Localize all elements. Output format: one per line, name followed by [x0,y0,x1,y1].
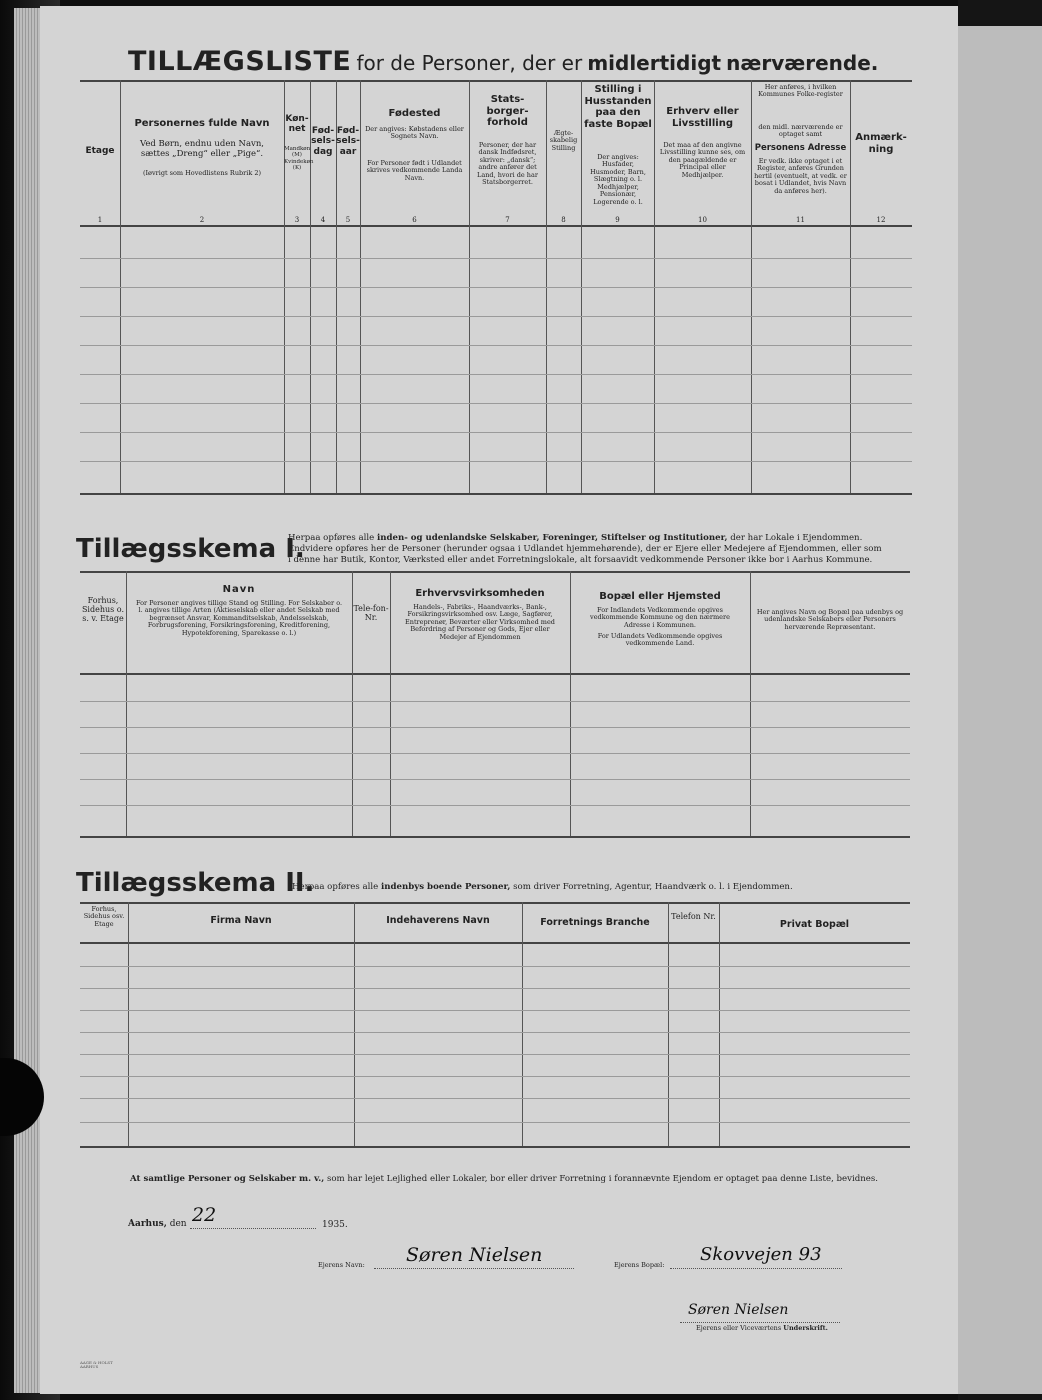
col-anmaerkning-head: Anmærk-ning [855,132,907,155]
year-label: 1935. [322,1220,348,1230]
col-navn-head: Personernes fulde Navn [134,118,270,129]
signature-handwritten: Søren Nielsen [688,1302,789,1318]
skema1-col-etage: Forhus, Sidehus o. s. v. Etage [81,596,125,624]
skema1-intro-line3: i denne har Butik, Kontor, Værksted eller andet Forretningslokale, alt forsaavidt vedkommende Personer ikke bor i Aarhus Kommune. [288,555,873,566]
list-title [128,46,928,77]
owner-name-handwritten: Søren Nielsen [406,1244,543,1266]
date-handwritten: 22 [192,1204,217,1226]
col-erhverv-head: Erhverv eller Livsstilling [666,106,739,129]
skema2-intro-1: Herpaa opføres alle [292,882,379,892]
col-navn-note2: (Iøvrigt som Hovedlistens Rubrik 2) [142,169,262,177]
date-dotted-line [190,1228,316,1229]
col-etage-head: Etage [85,146,115,156]
form-page [40,6,958,1394]
skema1-intro-line2: Endvidere opføres her de Personer (herunder ogsaa i Udlandet hjemmehørende), der er Ejere eller Medejere af Ejendommen, eller som [288,544,882,555]
skema1-col-navn-note: For Personer angives tillige Stand og Stilling. For Selskaber o. l. angives tillige Arten (Aktieselskab eller andet Selskab med begrænset Ansvar, Kommanditselskab, Andelsselskab, Forbrugsforening, Forsikringsforening, Kreditforening, Hypotekforening, Sparekasse o. l.) [135,599,343,637]
list-title-for: for de Personer, der er [356,51,583,75]
owner-address-handwritten: Skovvejen 93 [700,1244,822,1265]
col-num-4: 4 [320,216,326,224]
skema1-intro-2: der har Lokale i Ejendommen. [730,533,863,543]
owner-name-line [374,1268,574,1269]
skema1-intro [288,533,918,567]
col-kon-head: Køn-net [285,114,309,135]
col-statsborger-head: Stats-borger-forhold [486,94,529,128]
skema2-title: Tillægsskema II. [76,868,315,898]
col-num-5: 5 [345,216,351,224]
col-kon-note: Mandkøn (M) Kvindekøn (K) [284,146,314,171]
col-adresse-note: Er vedk. ikke optaget i et Register, anføres Grunden hertil (eventuelt, at vedk. er bosat i Udlandet, hvis Navn da anføres her). [754,157,847,195]
col-num-2: 2 [199,216,205,224]
col-num-8: 8 [561,216,566,224]
col-num-10: 10 [698,216,707,224]
list-title-mid: midlertidigt [587,51,722,75]
declaration [130,1174,920,1184]
col-fodselsdag-head: Fød-sels-dag [311,126,335,157]
list-title-bold: TILLÆGSLISTE [128,46,352,77]
col-adresse-mid: den midl. nærværende er optaget samt [758,123,843,139]
skema2-col-indehaver: Indehaverens Navn [386,915,490,926]
facing-page-edge [945,26,1042,1394]
signature-line [680,1322,840,1323]
skema1-title: Tillægsskema I. [76,534,305,564]
col-num-11: 11 [796,216,805,224]
col-stilling-head: Stilling i Husstanden paa den faste Bopæl [584,84,652,130]
list-title-end: nærværende. [726,51,879,75]
col-aegteskab-head: Ægte-skabelig Stilling [549,129,578,152]
col-adresse-pre-text: Her anføres, i hvilken Kommunes Folke-register [758,83,843,99]
skema1-col-bopael-note2: For Udlandets Vedkommende opgives vedkommende Land. [597,632,723,648]
skema1-col-erhverv-head: Erhvervsvirksomheden [415,588,545,599]
col-fodested-note: Der angives: Købstadens eller Sognets Navn. [365,125,464,141]
col-fodested-head: Fødested [388,108,441,119]
signature-label-2: Underskrift. [783,1324,828,1332]
skema1-col-erhverv-note: Handels-, Fabriks-, Haandværks-, Bank-, Forsikringsvirksomhed osv. Læge, Sagfører, Entreprenør, Beværter eller Virksomhed med Befordring af Personer og Gods, Ejer eller Medejer af Ejendommen [405,603,555,641]
col-num-3: 3 [294,216,300,224]
skema2-intro-bold: indenbys boende Personer, [380,882,511,892]
signature-label [696,1324,828,1332]
col-navn-note: Ved Børn, endnu uden Navn, sættes „Dreng“ eller „Pige“. [139,139,265,159]
col-num-12: 12 [876,216,886,224]
signature-label-1: Ejerens eller Viceværtens [696,1324,782,1332]
skema2-col-telefon: Telefon Nr. [671,912,716,921]
col-adresse-pre [752,84,849,99]
declaration-bold: At samtlige Personer og Selskaber m. v., [130,1174,325,1184]
skema2-col-etage: Forhus, Sidehus osv. Etage [83,905,125,928]
col-adresse-head: Personens Adresse [754,143,847,153]
col-num-9: 9 [615,216,620,224]
owner-address-label: Ejerens Bopæl: [614,1261,665,1269]
skema1-intro-bold: inden- og udenlandske Selskaber, Foreninger, Stiftelser og Institutioner, [376,533,728,543]
skema2-col-branche: Forretnings Branche [540,917,650,928]
col-fodested-note2: For Personer født i Udlandet skrives vedkommende Landa Navn. [366,159,463,182]
declaration-rest: som har lejet Lejlighed eller Lokaler, bor eller driver Forretning i forannævnte Ejendom er optaget paa denne Liste, bevidnes. [326,1174,879,1184]
skema1-col-telefon: Tele-fon-Nr. [353,604,389,623]
col-num-6: 6 [412,216,417,224]
owner-address-line [670,1268,842,1269]
skema1-col-bopael-head: Bopæl eller Hjemsted [599,591,721,602]
skema2-intro [292,882,892,892]
skema1-col-repraesentant-note: Her angives Navn og Bopæl paa udenbys og udenlandske Selskabers eller Personers herværende Repræsentant. [756,608,904,631]
owner-name-label: Ejerens Navn: [318,1261,365,1269]
skema2-col-privat-bopael: Privat Bopæl [779,919,850,930]
skema1-col-bopael-note1: For Indlandets Vedkommende opgives vedkommende Kommune og den nærmere Adresse i Kommunen. [590,606,730,629]
col-stilling-note: Der angives: Husfader, Husmoder, Barn, Slægtning o. l. Medhjælper, Pensionær, Logerende o. l. [590,153,646,206]
col-num-1: 1 [97,216,103,224]
skema1-intro-1: Herpaa opføres alle [288,533,375,543]
skema2-intro-2: som driver Forretning, Agentur, Haandværk o. l. i Ejendommen. [513,882,793,892]
col-erhverv-note: Det maa af den angivne Livsstilling kunne ses, om den paagældende er Principal eller Medhjælper. [659,141,746,179]
printer-mark: AAGE & HOLST AARHUS [80,1360,113,1370]
col-num-7: 7 [505,216,510,224]
skema2-col-firma: Firma Navn [210,915,272,926]
den-label: den [169,1219,187,1229]
col-statsborger-note: Personer, der har dansk Indfødsret, skriver: „dansk“; andre anfører det Land, hvori de har Statsborgerret. [477,141,538,187]
col-fodselsaar-head: Fød-sels-aar [336,126,360,157]
place-label: Aarhus, [128,1219,167,1229]
date-line [128,1219,187,1229]
skema1-col-navn-head: Navn [222,584,256,595]
